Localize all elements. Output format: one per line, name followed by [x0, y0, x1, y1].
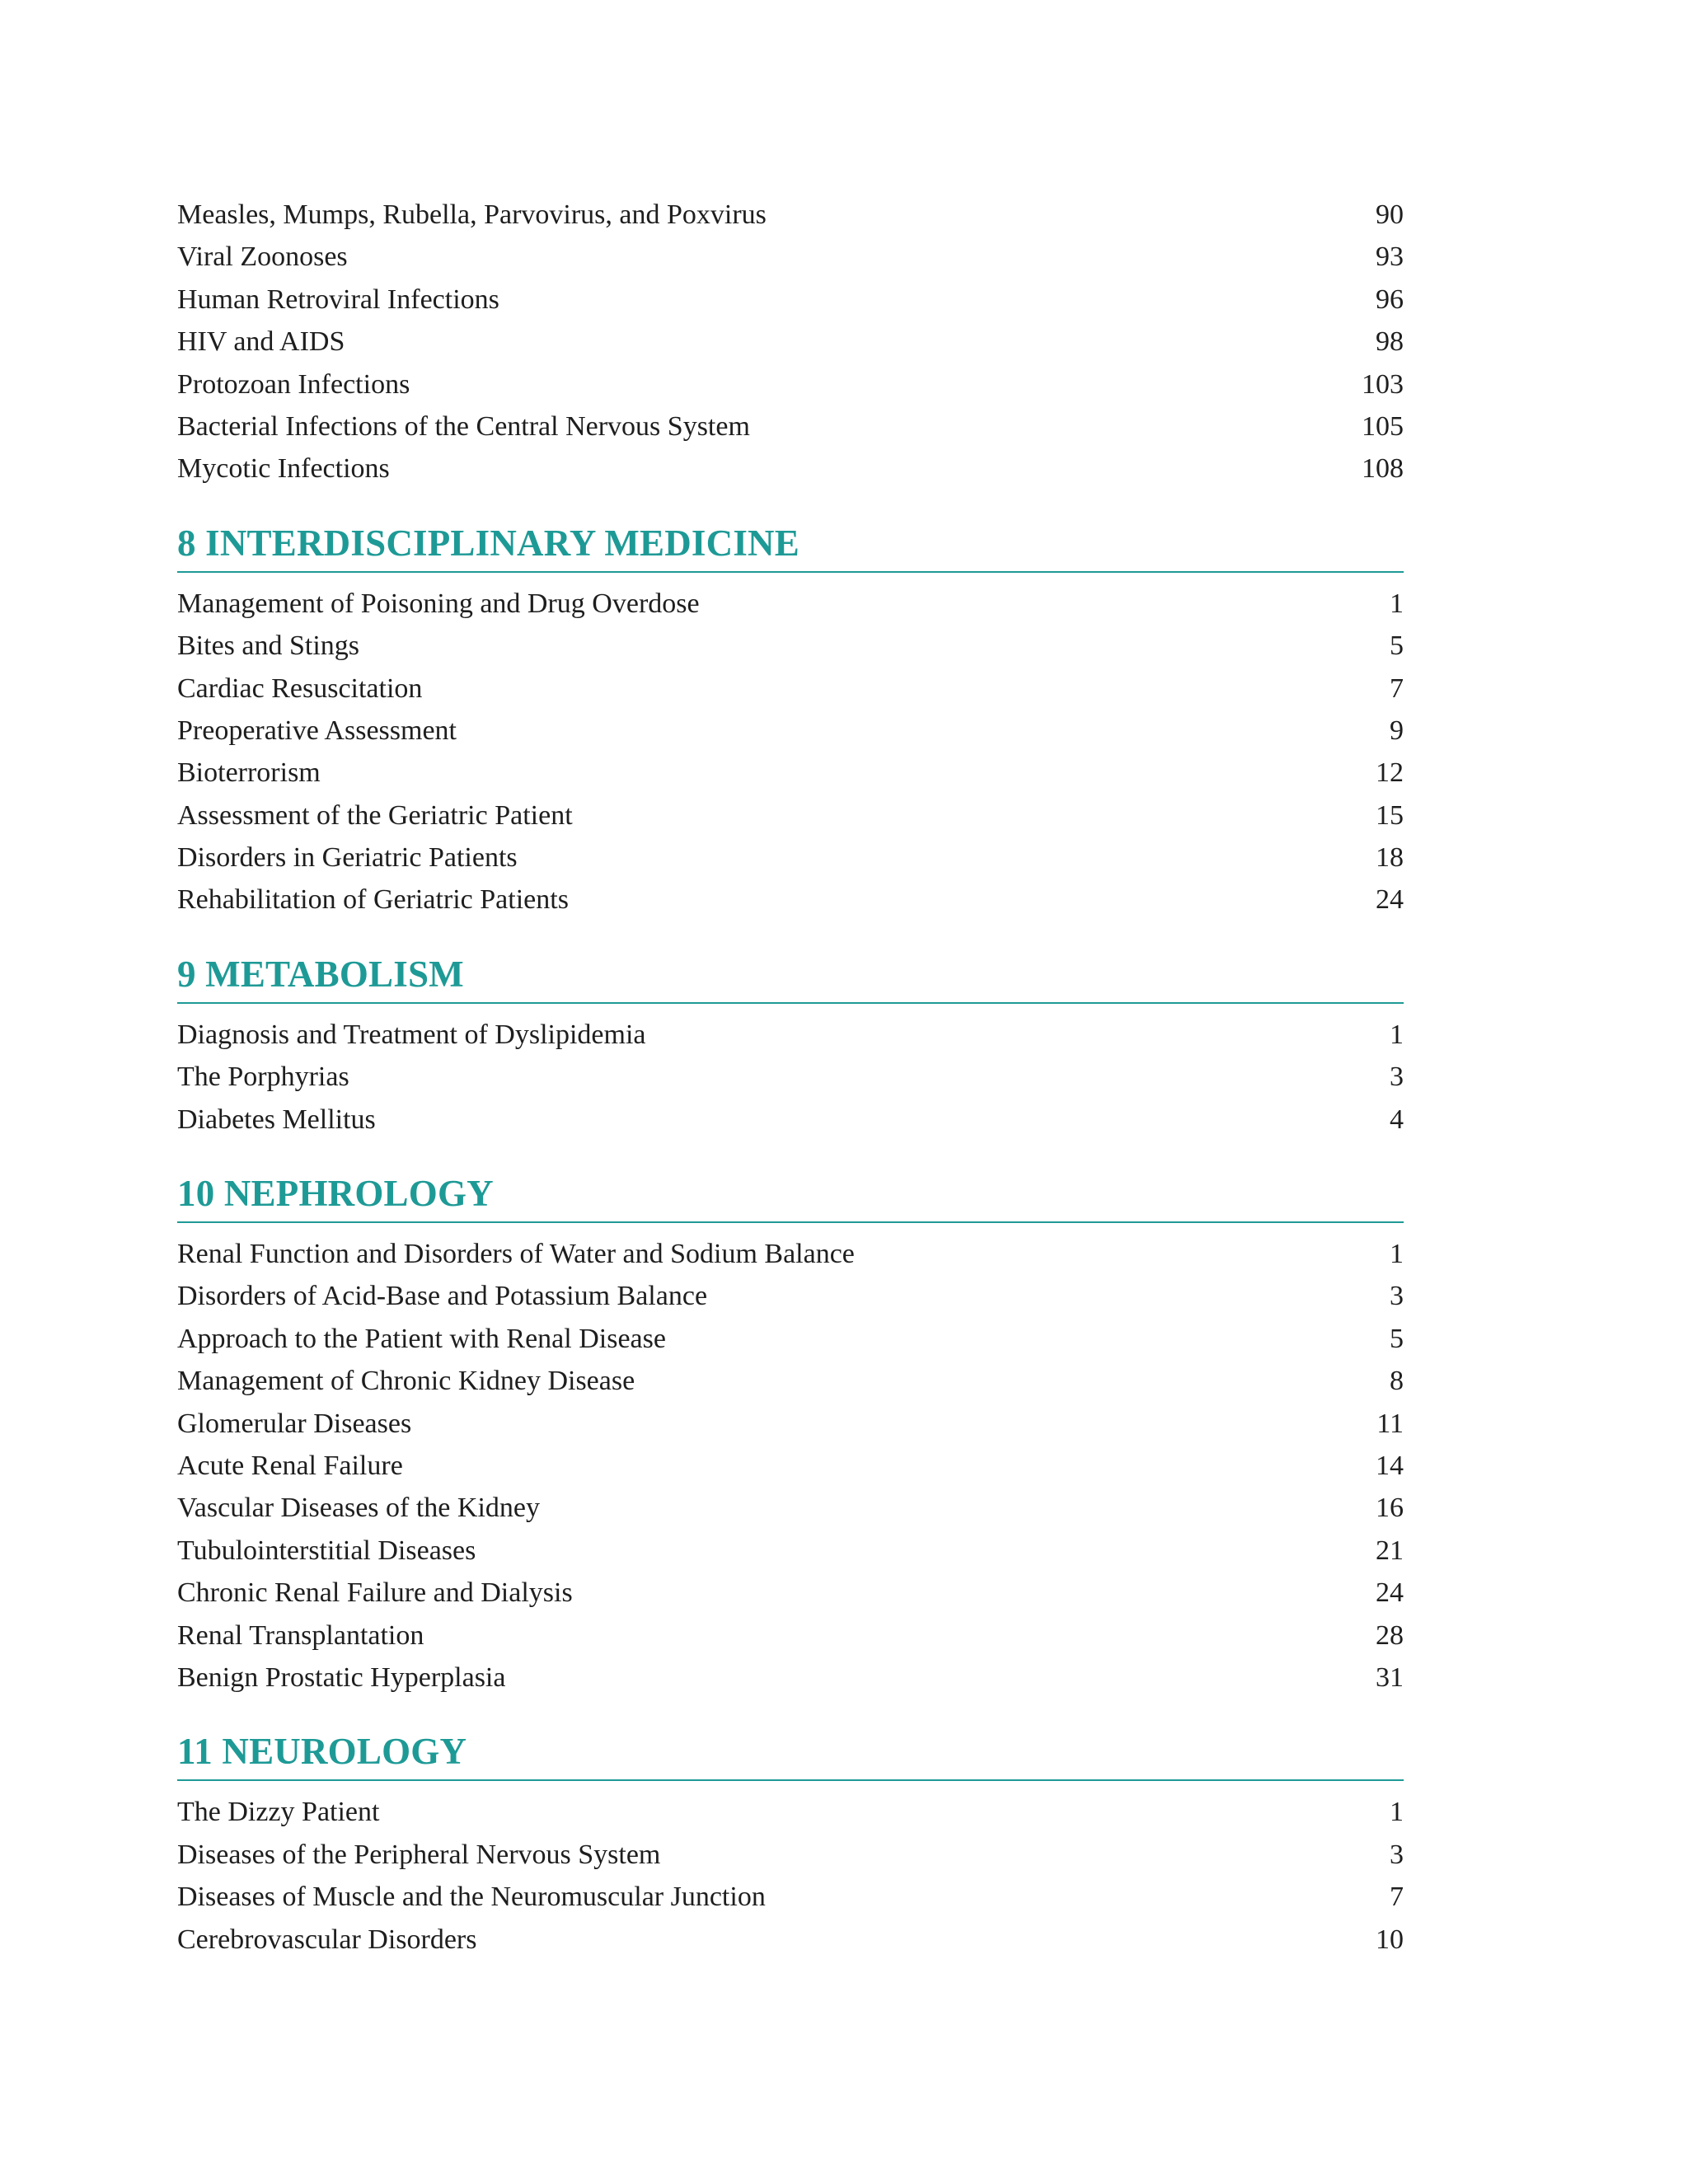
toc-entry-title: The Dizzy Patient: [177, 1797, 380, 1828]
section-heading[interactable]: 9 METABOLISM: [177, 953, 464, 995]
toc-entry-title: Tubulointerstitial Diseases: [177, 1535, 476, 1566]
toc-entry-title: Vascular Diseases of the Kidney: [177, 1493, 540, 1524]
toc-entry-page: 108: [1362, 453, 1404, 485]
toc-entry-page: 3: [1390, 1839, 1404, 1870]
toc-entry[interactable]: [177, 1876, 1404, 1918]
toc-entry[interactable]: [177, 1615, 1404, 1657]
toc-entry-page: 96: [1376, 284, 1404, 315]
toc-entry-page: 11: [1376, 1408, 1404, 1439]
toc-entry-page: 24: [1376, 884, 1404, 916]
toc-entry[interactable]: [177, 1014, 1404, 1056]
toc-entry-page: 14: [1376, 1450, 1404, 1481]
toc-entry-page: 98: [1376, 326, 1404, 358]
toc-entry-title: Diabetes Mellitus: [177, 1104, 376, 1135]
section-header: [177, 518, 1404, 573]
toc-entry-page: 18: [1376, 842, 1404, 874]
toc-entry-page: 3: [1390, 1281, 1404, 1312]
toc-entry-page: 8: [1390, 1366, 1404, 1397]
toc-entry-page: 28: [1376, 1619, 1404, 1651]
toc-entry-title: Cardiac Resuscitation: [177, 673, 423, 704]
section-metabolism: [177, 949, 1404, 1141]
toc-entry[interactable]: [177, 794, 1404, 837]
toc-entry-page: 93: [1376, 241, 1404, 273]
toc-entry[interactable]: [177, 1099, 1404, 1141]
toc-entry-page: 5: [1390, 630, 1404, 662]
toc-entry-title: Approach to the Patient with Renal Disease: [177, 1323, 666, 1354]
toc-entry[interactable]: [177, 1572, 1404, 1614]
toc-entry-page: 31: [1376, 1661, 1404, 1693]
toc-entry[interactable]: [177, 668, 1404, 710]
toc-entry-title: Mycotic Infections: [177, 453, 390, 485]
toc-entry[interactable]: [177, 1657, 1404, 1699]
toc-entry-title: Glomerular Diseases: [177, 1408, 412, 1439]
toc-entry[interactable]: [177, 752, 1404, 794]
toc-entry[interactable]: [177, 236, 1404, 278]
toc-entry-title: Bacterial Infections of the Central Nervous System: [177, 410, 750, 442]
table-of-contents: [177, 194, 1404, 1961]
toc-entry-page: 1: [1390, 1019, 1404, 1050]
toc-entry-title: Human Retroviral Infections: [177, 284, 499, 315]
section-nephrology: [177, 1169, 1404, 1699]
toc-entry-page: 10: [1376, 1924, 1404, 1955]
section-header: [177, 949, 1404, 1004]
toc-entry[interactable]: [177, 1056, 1404, 1098]
toc-entry[interactable]: [177, 1487, 1404, 1529]
section-heading[interactable]: 8 INTERDISCIPLINARY MEDICINE: [177, 522, 799, 564]
toc-entry-page: 9: [1390, 715, 1404, 746]
toc-entry-title: Preoperative Assessment: [177, 715, 457, 746]
section-header: [177, 1727, 1404, 1781]
toc-entry-title: Chronic Renal Failure and Dialysis: [177, 1577, 573, 1609]
toc-entry-title: Diseases of the Peripheral Nervous System: [177, 1839, 661, 1870]
toc-entry[interactable]: [177, 879, 1404, 921]
toc-entry-title: Benign Prostatic Hyperplasia: [177, 1661, 506, 1693]
toc-entry[interactable]: [177, 583, 1404, 625]
toc-entry[interactable]: [177, 1791, 1404, 1833]
toc-entry-page: 5: [1390, 1323, 1404, 1354]
toc-entry-page: 1: [1390, 588, 1404, 619]
toc-entry[interactable]: [177, 1919, 1404, 1961]
toc-entry-page: 4: [1390, 1104, 1404, 1135]
toc-entry[interactable]: [177, 710, 1404, 752]
toc-entry[interactable]: [177, 1834, 1404, 1876]
toc-entry-title: Renal Function and Disorders of Water and Sodium Balance: [177, 1239, 855, 1270]
toc-entry[interactable]: [177, 1445, 1404, 1487]
toc-entry-title: Acute Renal Failure: [177, 1450, 403, 1481]
toc-entry-title: Cerebrovascular Disorders: [177, 1924, 477, 1955]
continued-entries: [177, 194, 1404, 490]
toc-entry[interactable]: [177, 1275, 1404, 1317]
toc-entry-page: 24: [1376, 1577, 1404, 1609]
toc-entry-page: 16: [1376, 1493, 1404, 1524]
toc-entry[interactable]: [177, 279, 1404, 321]
toc-entry-title: Assessment of the Geriatric Patient: [177, 799, 573, 831]
toc-entry-page: 103: [1362, 368, 1404, 400]
toc-entry-title: Bioterrorism: [177, 757, 321, 789]
toc-entry-page: 7: [1390, 1882, 1404, 1913]
toc-entry-title: Management of Chronic Kidney Disease: [177, 1366, 635, 1397]
section-header: [177, 1169, 1404, 1223]
toc-entry-page: 7: [1390, 673, 1404, 704]
toc-entry-title: Renal Transplantation: [177, 1619, 424, 1651]
toc-entry[interactable]: [177, 1360, 1404, 1402]
toc-entry[interactable]: [177, 837, 1404, 879]
toc-entry-title: HIV and AIDS: [177, 326, 345, 358]
toc-entry-title: The Porphyrias: [177, 1062, 349, 1093]
toc-entry-page: 105: [1362, 410, 1404, 442]
toc-entry-page: 21: [1376, 1535, 1404, 1566]
toc-entry[interactable]: [177, 1318, 1404, 1360]
toc-entry-page: 1: [1390, 1797, 1404, 1828]
toc-entry-page: 1: [1390, 1239, 1404, 1270]
toc-entry[interactable]: [177, 194, 1404, 236]
toc-entry[interactable]: [177, 363, 1404, 405]
toc-entry-title: Measles, Mumps, Rubella, Parvovirus, and Poxvirus: [177, 199, 767, 230]
section-interdisciplinary-medicine: [177, 518, 1404, 921]
toc-entry[interactable]: [177, 1530, 1404, 1572]
section-heading[interactable]: 11 NEUROLOGY: [177, 1731, 467, 1773]
toc-entry[interactable]: [177, 448, 1404, 490]
toc-entry-title: Bites and Stings: [177, 630, 360, 662]
section-neurology: [177, 1727, 1404, 1961]
toc-entry-page: 3: [1390, 1062, 1404, 1093]
toc-entry-title: Rehabilitation of Geriatric Patients: [177, 884, 569, 916]
toc-entry-title: Management of Poisoning and Drug Overdose: [177, 588, 700, 619]
toc-entry-title: Diseases of Muscle and the Neuromuscular Junction: [177, 1882, 766, 1913]
toc-entry[interactable]: [177, 321, 1404, 363]
toc-entry-page: 15: [1376, 799, 1404, 831]
toc-entry-title: Disorders in Geriatric Patients: [177, 842, 518, 874]
section-heading[interactable]: 10 NEPHROLOGY: [177, 1173, 494, 1215]
toc-entry-page: 90: [1376, 199, 1404, 230]
toc-entry-title: Viral Zoonoses: [177, 241, 348, 273]
toc-entry[interactable]: [177, 1403, 1404, 1445]
toc-entry[interactable]: [177, 405, 1404, 448]
toc-entry-title: Protozoan Infections: [177, 368, 410, 400]
toc-entry[interactable]: [177, 1233, 1404, 1275]
toc-entry[interactable]: [177, 625, 1404, 667]
toc-entry-page: 12: [1376, 757, 1404, 789]
toc-entry-title: Diagnosis and Treatment of Dyslipidemia: [177, 1019, 646, 1050]
toc-entry-title: Disorders of Acid-Base and Potassium Balance: [177, 1281, 708, 1312]
